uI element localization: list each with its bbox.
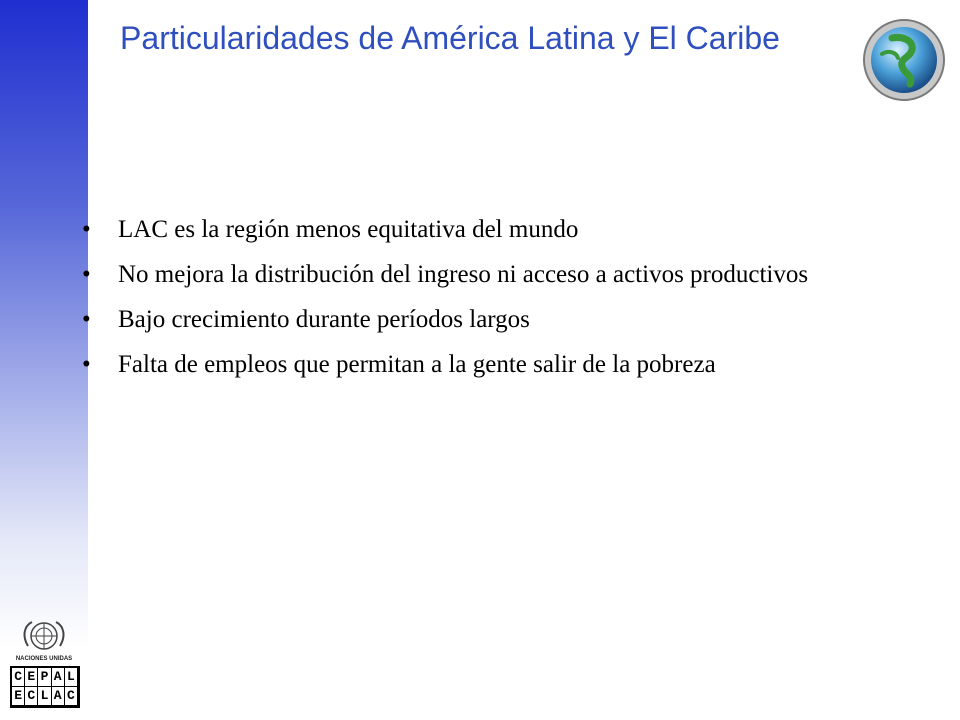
- left-gradient-bar: [0, 0, 88, 720]
- bullet-list: [78, 214, 878, 394]
- bullet-item: [78, 259, 878, 291]
- bullet-item: [78, 349, 878, 381]
- bullet-item: [78, 214, 878, 246]
- bullet-marker: •: [82, 216, 91, 243]
- slide-title: Particularidades de América Latina y El Caribe: [120, 20, 780, 56]
- bullet-marker: •: [82, 261, 91, 288]
- bullet-marker: •: [82, 306, 91, 333]
- globe-logo-icon: [862, 18, 946, 102]
- un-label: NACIONES UNIDAS: [15, 656, 73, 662]
- eclac-letter: C: [25, 687, 38, 706]
- bullet-text: LAC es la región menos equitativa del mundo: [118, 216, 579, 243]
- eclac-letter: L: [38, 687, 51, 706]
- bullet-marker: •: [82, 351, 91, 378]
- bullet-text: Falta de empleos que permitan a la gente salir de la pobreza: [118, 351, 716, 378]
- eclac-letter: C: [65, 687, 78, 706]
- bullet-item: [78, 304, 878, 336]
- bullet-text: Bajo crecimiento durante períodos largos: [118, 306, 530, 333]
- cepal-eclac-logo: [10, 666, 80, 708]
- bullet-text: No mejora la distribución del ingreso ni acceso a activos productivos: [118, 261, 809, 288]
- cepal-letter: L: [65, 668, 78, 687]
- eclac-letter: E: [12, 687, 25, 706]
- cepal-letter: E: [25, 668, 38, 687]
- cepal-letter: P: [38, 668, 51, 687]
- cepal-letter: C: [12, 668, 25, 687]
- eclac-letter: A: [52, 687, 65, 706]
- cepal-letter: A: [52, 668, 65, 687]
